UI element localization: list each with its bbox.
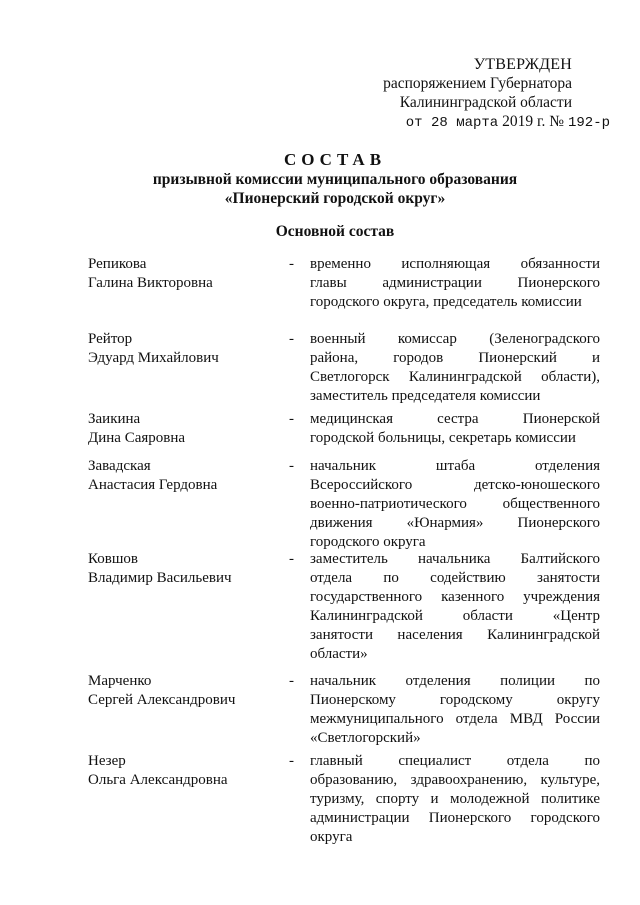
member-role-line: Всероссийского детско-юношеского — [310, 477, 600, 493]
member-role-line: государственного казенного учреждения — [310, 589, 600, 605]
member-dash: - — [289, 411, 294, 427]
member-role-line: Светлогорск Калининградской области), — [310, 369, 600, 385]
member-given-names: Эдуард Михайлович — [88, 350, 219, 366]
member-name — [88, 550, 283, 588]
member-role-line: отдела по содействию занятости — [310, 570, 600, 586]
member-surname: Заикина — [88, 411, 141, 427]
member-role-line: главы администрации Пионерского — [310, 275, 600, 291]
member-role-line: межмуниципального отдела МВД России — [310, 711, 600, 727]
member-surname: Марченко — [88, 673, 152, 689]
member-role-line: «Светлогорский» — [310, 730, 421, 746]
member-role — [310, 550, 600, 664]
member-surname: Незер — [88, 753, 126, 769]
member-role-line: администрации Пионерского городского — [310, 810, 600, 826]
member-surname: Рейтор — [88, 331, 133, 347]
member-role-line: движения «Юнармия» Пионерского — [310, 515, 600, 531]
member-role — [310, 672, 600, 748]
member-surname: Репикова — [88, 256, 147, 272]
member-role-line: образованию, здравоохранению, культуре, — [310, 772, 600, 788]
member-role-line: городской больницы, секретарь комиссии — [310, 430, 576, 446]
member-role — [310, 752, 600, 847]
approval-region: Калининградской области — [399, 94, 572, 111]
member-dash: - — [289, 753, 294, 769]
member-dash: - — [289, 458, 294, 474]
member-given-names: Сергей Александрович — [88, 692, 236, 708]
member-dash: - — [289, 551, 294, 567]
member-given-names: Дина Саяровна — [88, 430, 186, 446]
approval-date-prefix: от 28 марта — [405, 115, 499, 131]
member-role-line: занятости населения Калининградской — [310, 627, 600, 643]
title-subtitle-line1: призывной комиссии муниципального образования — [152, 171, 518, 188]
member-name — [88, 457, 283, 495]
approval-date-year: 2019 г. № — [502, 113, 565, 130]
member-name — [88, 752, 283, 790]
member-role-line: заместитель начальника Балтийского — [310, 551, 600, 567]
title-subtitle-line2: «Пионерский городской округ» — [224, 190, 446, 207]
member-role-line: района, городов Пионерский и — [310, 350, 600, 366]
member-role-line: туризму, спорту и молодежной политике — [310, 791, 600, 807]
member-name — [88, 672, 283, 710]
member-role-line: Калининградской области «Центр — [310, 608, 600, 624]
member-given-names: Галина Викторовна — [88, 275, 213, 291]
member-role-line: округа — [310, 829, 353, 845]
member-name — [88, 330, 283, 368]
member-name — [88, 255, 283, 293]
member-role-line: области» — [310, 646, 368, 662]
member-dash: - — [289, 331, 294, 347]
member-role-line: военно-патриотического общественного — [310, 496, 600, 512]
member-role-line: заместитель председателя комиссии — [310, 388, 541, 404]
member-dash: - — [289, 673, 294, 689]
approval-stamp — [340, 55, 610, 133]
approval-date-line — [340, 112, 610, 133]
member-role-line: временно исполняющая обязанности — [310, 256, 600, 272]
member-given-names: Ольга Александровна — [88, 772, 228, 788]
member-role-line: Пионерскому городскому округу — [310, 692, 600, 708]
member-role-line: военный комиссар (Зеленоградского — [310, 331, 600, 347]
member-surname: Ковшов — [88, 551, 138, 567]
document-title — [90, 150, 580, 208]
member-role-line: городского округа — [310, 534, 426, 550]
member-role-line: главный специалист отдела по — [310, 753, 600, 769]
title-main: СОСТАВ — [283, 150, 387, 169]
member-given-names: Анастасия Гердовна — [88, 477, 218, 493]
member-role — [310, 255, 600, 312]
member-role-line: медицинская сестра Пионерской — [310, 411, 600, 427]
member-role-line: городского округа, председатель комиссии — [310, 294, 582, 310]
member-role-line: начальник отделения полиции по — [310, 673, 600, 689]
member-name — [88, 410, 283, 448]
member-role — [310, 410, 600, 448]
member-role — [310, 330, 600, 406]
approval-title: УТВЕРЖДЕН — [473, 56, 572, 73]
member-role-line: начальник штаба отделения — [310, 458, 600, 474]
member-dash: - — [289, 256, 294, 272]
approval-issuer: распоряжением Губернатора — [383, 75, 572, 92]
section-heading: Основной состав — [275, 223, 395, 240]
member-surname: Завадская — [88, 458, 151, 474]
approval-order-number: 192-р — [567, 115, 610, 131]
member-role — [310, 457, 600, 552]
member-given-names: Владимир Васильевич — [88, 570, 232, 586]
